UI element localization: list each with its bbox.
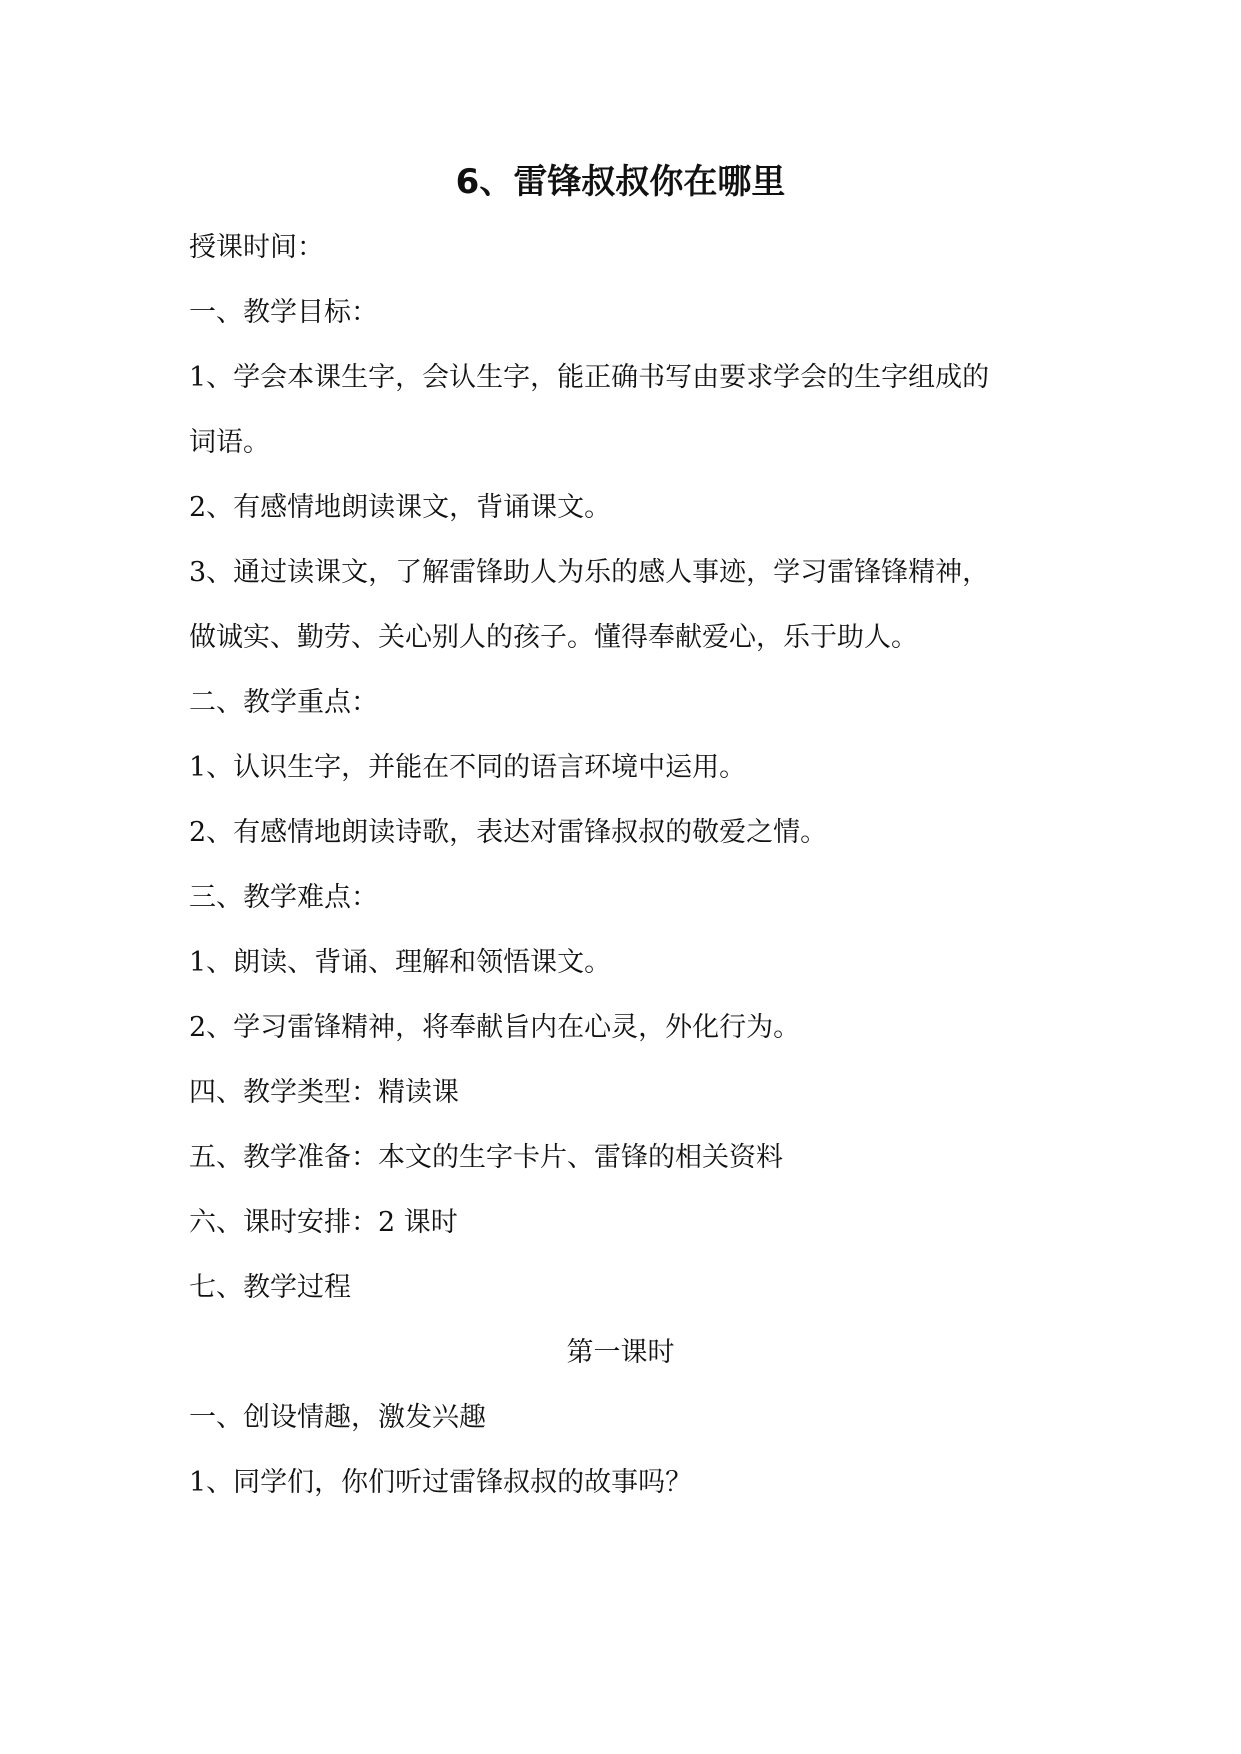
lesson-schedule-line: 六、课时安排：2 课时 (189, 1207, 458, 1238)
step-1-question-line: 1、同学们，你们听过雷锋叔叔的故事吗？ (189, 1467, 693, 1498)
key-point-1-line: 1、认识生字，并能在不同的语言环境中运用。 (189, 752, 747, 783)
section-heading-key-points: 二、教学重点： (189, 687, 378, 718)
key-point-2-line: 2、有感情地朗读诗歌，表达对雷锋叔叔的敬爱之情。 (189, 817, 828, 848)
objective-3-line: 3、通过读课文，了解雷锋助人为乐的感人事迹，学习雷锋锋精神， (189, 557, 990, 588)
step-heading-interest: 一、创设情趣，激发兴趣 (189, 1402, 486, 1433)
teaching-preparation-line: 五、教学准备：本文的生字卡片、雷锋的相关资料 (189, 1142, 783, 1173)
difficulty-2-line: 2、学习雷锋精神，将奉献旨内在心灵，外化行为。 (189, 1012, 801, 1043)
first-lesson-heading: 第一课时 (566, 1337, 675, 1368)
objective-3-continued: 做诚实、勤劳、关心别人的孩子。懂得奉献爱心，乐于助人。 (189, 622, 918, 653)
document-title: 6、雷锋叔叔你在哪里 (455, 162, 786, 202)
section-heading-process: 七、教学过程 (189, 1272, 351, 1303)
teaching-type-line: 四、教学类型：精读课 (189, 1077, 459, 1108)
section-heading-objectives: 一、教学目标： (189, 297, 378, 328)
objective-1-line: 1、学会本课生字，会认生字，能正确书写由要求学会的生字组成的 (189, 362, 990, 393)
objective-1-continued: 词语。 (189, 427, 270, 458)
section-heading-difficulties: 三、教学难点： (189, 882, 378, 913)
teaching-time-line: 授课时间： (189, 232, 324, 263)
objective-2-line: 2、有感情地朗读课文，背诵课文。 (189, 492, 612, 523)
difficulty-1-line: 1、朗读、背诵、理解和领悟课文。 (189, 947, 612, 978)
